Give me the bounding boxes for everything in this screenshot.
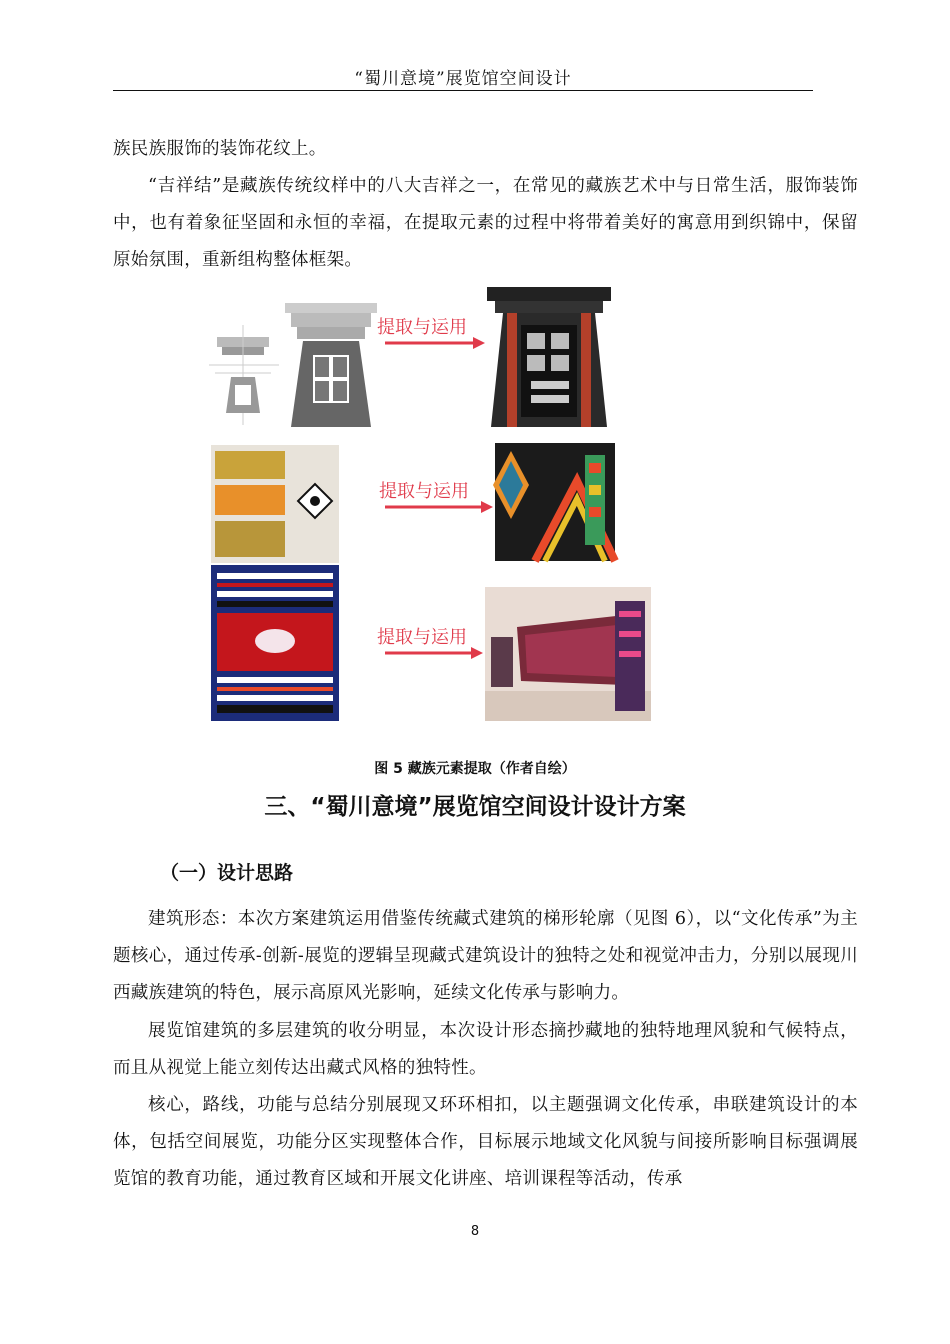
arrow-label-1: 提取与运用 <box>377 317 467 338</box>
figure-caption: 图 5 藏族元素提取（作者自绘） <box>374 761 576 777</box>
paragraph-3: 建筑形态：本次方案建筑运用借鉴传统藏式建筑的梯形轮廓（见图 6），以“文化传承”为主题核心，通过传承-创新-展览的逻辑呈现藏式建筑设计的独特之处和视觉冲击力，分别以展现川西藏族建筑的特色，展示高原风光影响，延续文化传承与影响力。 <box>113 909 858 1003</box>
arrow-2 <box>379 481 493 513</box>
paragraph-2: “吉祥结”是藏族传统纹样中的八大吉祥之一，在常见的藏族艺术中与日常生活，服饰装饰中，也有着象征坚固和永恒的幸福，在提取元素的过程中将带着美好的寓意用到织锦中，保留原始氛围，重新组构整体框架。 <box>113 176 858 270</box>
paragraph-5: 核心，路线，功能与总结分别展现又环环相扣，以主题强调文化传承，串联建筑设计的本体，包括空间展览，功能分区实现整体合作，目标展示地域文化风貌与间接所影响目标强调展览馆的教育功能，通过教育区域和开展文化讲座、培训课程等活动，传承 <box>113 1095 858 1189</box>
arrow-1 <box>377 317 485 349</box>
paragraph-1: 族民族服饰的装饰花纹上。 <box>113 139 327 159</box>
header-rule <box>113 90 813 91</box>
page-number: 8 <box>470 1224 480 1239</box>
pattern-source-panel <box>211 445 339 563</box>
sketch-window-small <box>209 325 279 425</box>
applied-window-dark <box>487 287 611 427</box>
section-title: 三、“蜀川意境”展览馆空间设计设计方案 <box>264 794 686 820</box>
figure-tibetan-elements <box>205 285 660 725</box>
sketch-window-large <box>285 303 377 427</box>
woven-rug <box>211 565 339 721</box>
arrow-label-2: 提取与运用 <box>379 481 469 502</box>
paragraph-4: 展览馆建筑的多层建筑的收分明显，本次设计形态摘抄藏地的独特地理风貌和气候特点，而且从视觉上能立刻传达出藏式风格的独特性。 <box>113 1021 858 1078</box>
arrow-3 <box>377 627 483 659</box>
arrow-label-3: 提取与运用 <box>377 627 467 648</box>
woven-pattern <box>493 443 615 561</box>
exhibition-photo <box>485 587 651 721</box>
running-header: “蜀川意境”展览馆空间设计 <box>354 69 572 89</box>
subsection-title: （一）设计思路 <box>160 862 294 884</box>
